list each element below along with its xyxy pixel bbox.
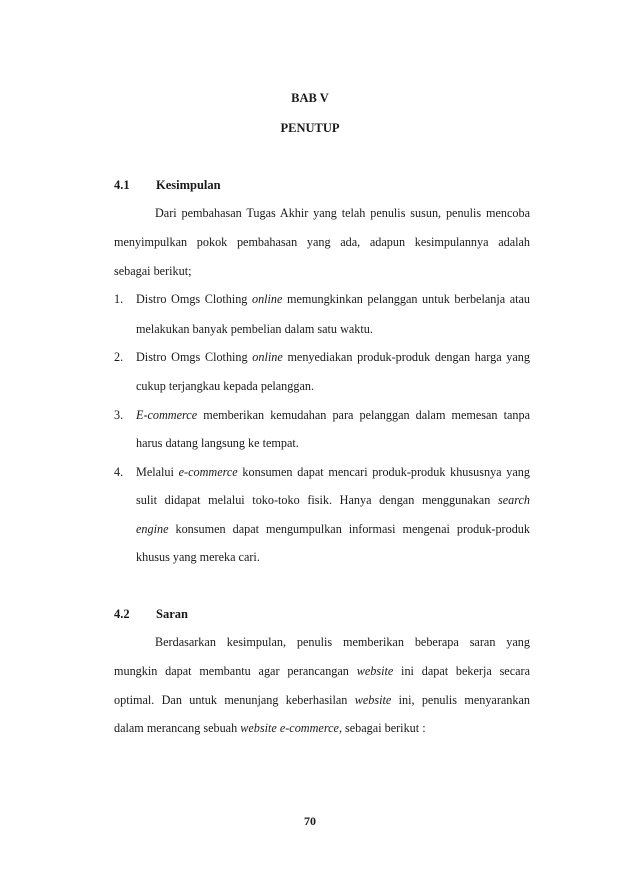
paragraph-line: optimal. Dan untuk menunjang keberhasilan website ini, penulis menyarankan (114, 693, 530, 707)
list-number: 4. (114, 465, 124, 479)
list-number: 2. (114, 350, 124, 364)
list-item-line: engine konsumen dapat mengumpulkan informasi mengenai produk-produk (136, 522, 530, 536)
list-item-line: Distro Omgs Clothing online menyediakan produk-produk dengan harga yang (136, 350, 530, 364)
paragraph-line: sebagai berikut; (114, 264, 192, 278)
chapter-label: BAB V (291, 91, 329, 105)
paragraph-line: dalam merancang sebuah website e-commerce, sebagai berikut : (114, 721, 426, 735)
paragraph-line: menyimpulkan pokok pembahasan yang ada, adapun kesimpulannya adalah (114, 235, 530, 249)
list-item-line: Melalui e-commerce konsumen dapat mencari produk-produk khususnya yang (136, 465, 530, 479)
list-item-line: cukup terjangkau kepada pelanggan. (136, 379, 314, 393)
section-number: 4.2 (114, 607, 130, 621)
list-item-line: harus datang langsung ke tempat. (136, 436, 299, 450)
chapter-title: PENUTUP (280, 121, 340, 135)
list-number: 1. (114, 292, 124, 306)
list-item-line: khusus yang mereka cari. (136, 550, 260, 564)
section-title: Kesimpulan (156, 178, 221, 192)
paragraph-line: mungkin dapat membantu agar perancangan website ini dapat bekerja secara (114, 664, 531, 678)
section-title: Saran (156, 607, 188, 621)
list-number: 3. (114, 408, 124, 422)
paragraph-line: Berdasarkan kesimpulan, penulis memberikan beberapa saran yang (155, 635, 530, 649)
list-item-line: melakukan banyak pembelian dalam satu waktu. (136, 322, 373, 336)
page-number: 70 (304, 814, 316, 828)
list-item-line: sulit didapat melalui toko-toko fisik. Hanya dengan menggunakan search (136, 493, 530, 507)
section-number: 4.1 (114, 178, 130, 192)
list-item-line: Distro Omgs Clothing online memungkinkan pelanggan untuk berbelanja atau (136, 292, 531, 306)
list-item-line: E-commerce memberikan kemudahan para pelanggan dalam memesan tanpa (136, 408, 530, 422)
paragraph-line: Dari pembahasan Tugas Akhir yang telah penulis susun, penulis mencoba (155, 206, 530, 220)
